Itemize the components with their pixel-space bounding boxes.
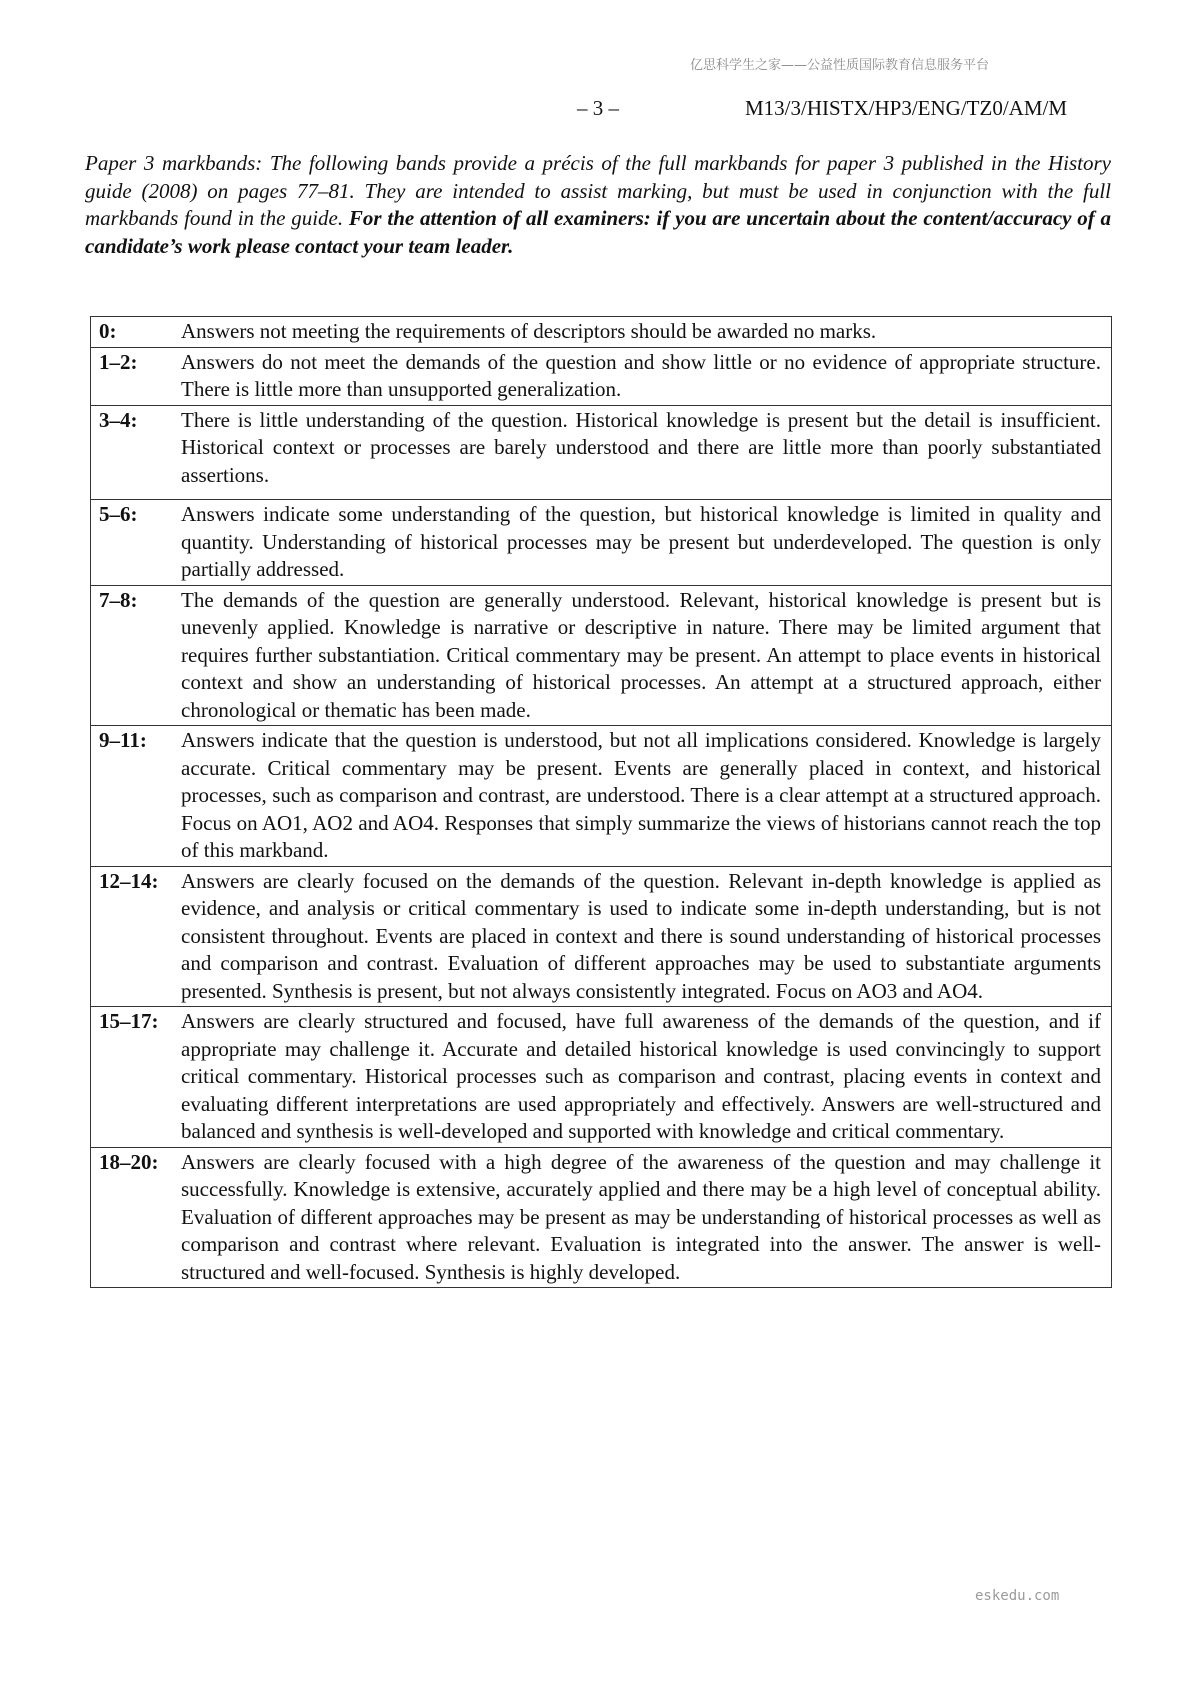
markband-row — [91, 317, 1112, 348]
intro-emphasis: For the attention of all examiners: if you are uncertain about the content/accuracy of a candidate’s work please contact your team leader. — [85, 206, 1112, 258]
markband-descriptor: The demands of the question are generally understood. Relevant, historical knowledge is present but is unevenly applied. Knowledge is narrative or descriptive in nature. There may be limited argument that requires further substantiation. Critical commentary may be present. An attempt to place events in historical context and show an understanding of historical processes. An attempt at a structured approach, either chronological or thematic has been made. — [173, 585, 1112, 726]
markband-row — [91, 405, 1112, 500]
markband-range: 5–6: — [91, 500, 174, 586]
markband-range: 15–17: — [91, 1007, 174, 1148]
markband-range: 1–2: — [91, 347, 174, 405]
markband-row — [91, 866, 1112, 1007]
watermark-header: 亿思科学生之家——公益性质国际教育信息服务平台 — [690, 58, 990, 73]
markband-range: 3–4: — [91, 405, 174, 500]
markband-descriptor: Answers not meeting the requirements of descriptors should be awarded no marks. — [173, 317, 1112, 348]
intro-paragraph — [85, 150, 1111, 260]
markband-range: 7–8: — [91, 585, 174, 726]
markband-descriptor: There is little understanding of the question. Historical knowledge is present but the detail is insufficient. Historical context or processes are barely understood and there are little more than poorly substantiated assertions. — [173, 405, 1112, 500]
markband-descriptor: Answers are clearly focused with a high degree of the awareness of the question and may challenge it successfully. Knowledge is extensive, accurately applied and there may be a high level of conceptual ability. Evaluation of different approaches may be present as may be understanding of historical processes as well as comparison and contrast where relevant. Evaluation is integrated into the answer. The answer is well-structured and well-focused. Synthesis is highly developed. — [173, 1147, 1112, 1288]
markband-descriptor: Answers indicate some understanding of the question, but historical knowledge is limited in quality and quantity. Understanding of historical processes may be present but underdeveloped. The question is only partially addressed. — [173, 500, 1112, 586]
markband-descriptor: Answers are clearly focused on the demands of the question. Relevant in-depth knowledge is applied as evidence, and analysis or critical commentary is used to indicate some in-depth understanding, but is not consistent throughout. Events are placed in context and there is sound understanding of historical processes and comparison and contrast. Evaluation of different approaches may be used to substantiate arguments presented. Synthesis is present, but not always consistently integrated. Focus on AO3 and AO4. — [173, 866, 1112, 1007]
markband-range: 18–20: — [91, 1147, 174, 1288]
markband-row — [91, 347, 1112, 405]
markband-descriptor: Answers are clearly structured and focused, have full awareness of the demands of the question, and if appropriate may challenge it. Accurate and detailed historical knowledge is used convincingly to support critical commentary. Historical processes such as comparison and contrast, placing events in context and evaluating different interpretations are used appropriately and effectively. Answers are well-structured and balanced and synthesis is well-developed and supported with knowledge and critical commentary. — [173, 1007, 1112, 1148]
markband-row — [91, 585, 1112, 726]
page-number: – 3 – — [577, 96, 619, 120]
markband-row — [91, 1147, 1112, 1288]
markbands-table — [90, 316, 1112, 1288]
markband-range: 12–14: — [91, 866, 174, 1007]
markband-row — [91, 726, 1112, 867]
watermark-footer: eskedu.com — [975, 1588, 1060, 1604]
markband-row — [91, 500, 1112, 586]
markband-descriptor: Answers do not meet the demands of the question and show little or no evidence of appropriate structure. There is little more than unsupported generalization. — [173, 347, 1112, 405]
markband-range: 9–11: — [91, 726, 174, 867]
intro-text: Paper 3 markbands: The following bands provide a précis of the full markbands for paper 3 published in the History guide (2008) on pages 77–81. They are intended to assist marking, but must be used in conjunction with the full markbands found in the guide. — [85, 151, 1111, 230]
document-code: M13/3/HISTX/HP3/ENG/TZ0/AM/M — [745, 96, 1068, 120]
markband-descriptor: Answers indicate that the question is understood, but not all implications considered. Knowledge is largely accurate. Critical commentary may be present. Events are generally placed in context, and historical processes, such as comparison and contrast, are understood. There is a clear attempt at a structured approach. Focus on AO1, AO2 and AO4. Responses that simply summarize the views of historians cannot reach the top of this markband. — [173, 726, 1112, 867]
markband-range: 0: — [91, 317, 174, 348]
markband-row — [91, 1007, 1112, 1148]
